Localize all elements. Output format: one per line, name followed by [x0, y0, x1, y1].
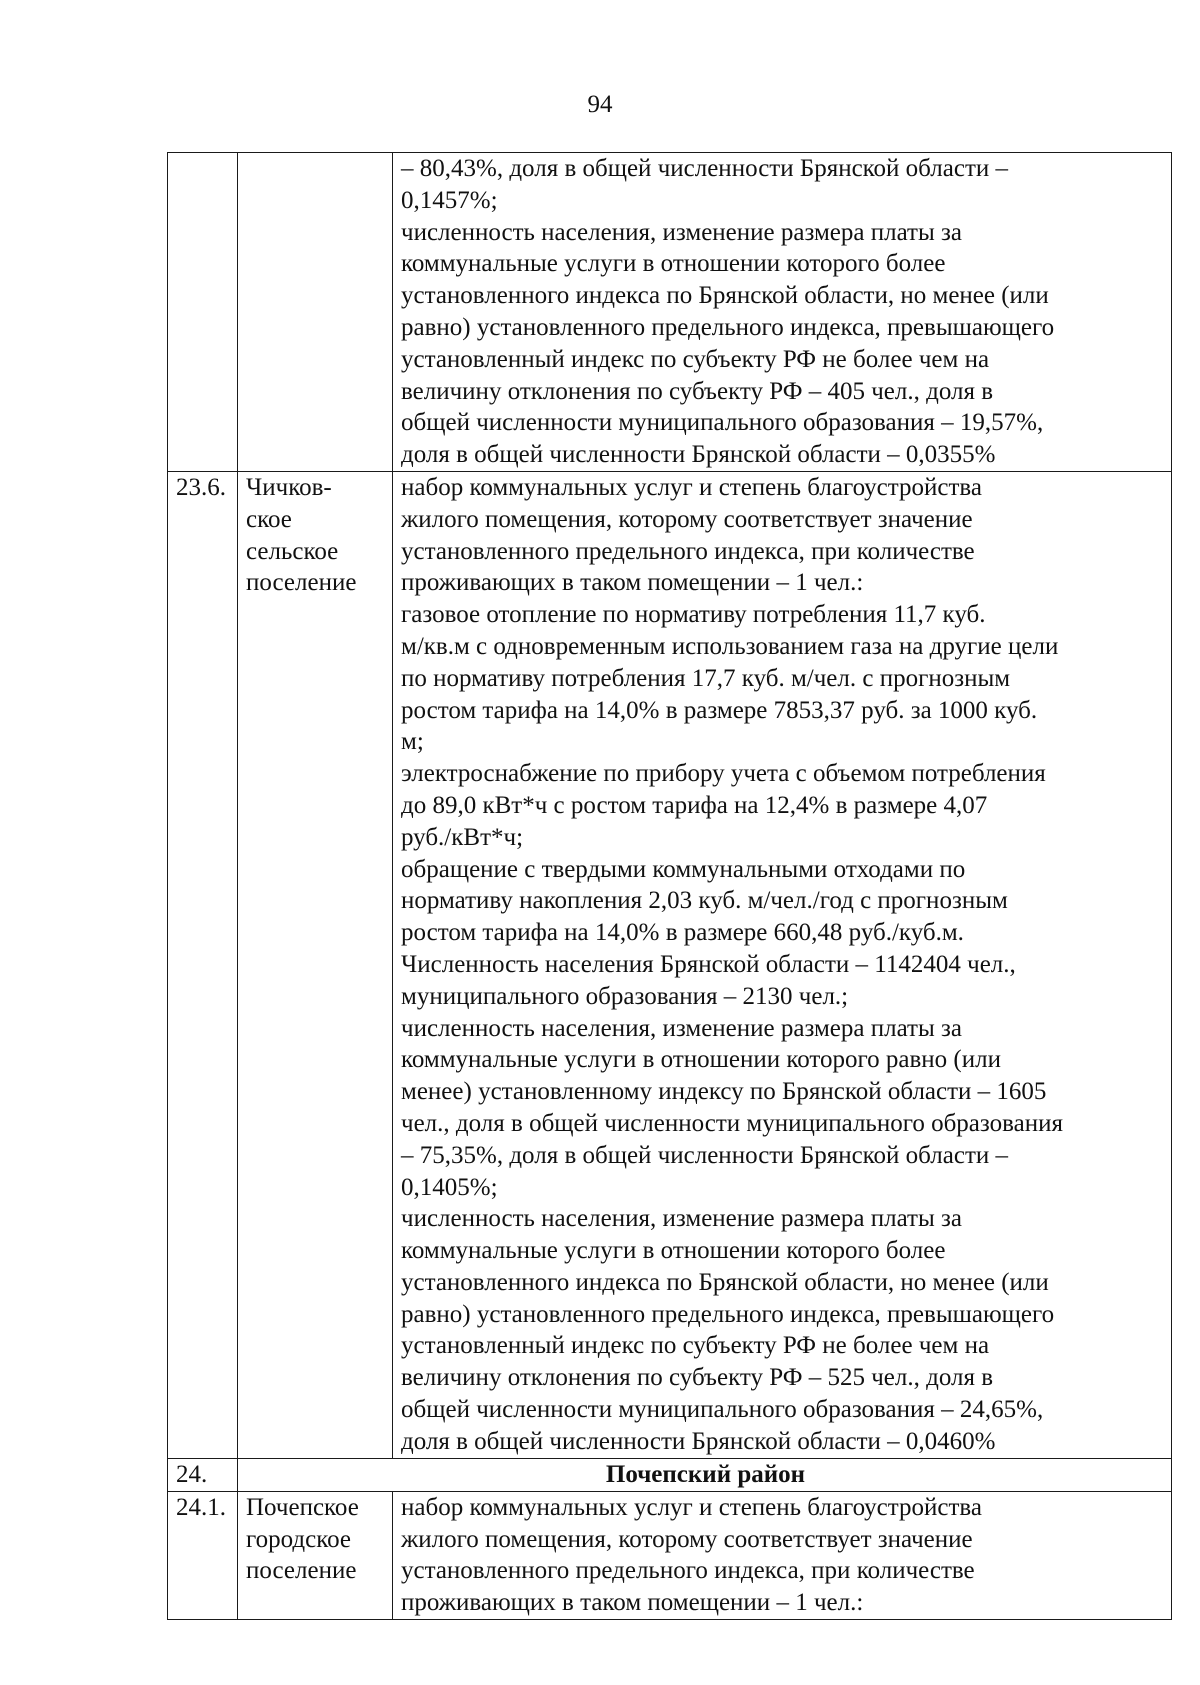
settlement-name-cell: Чичков- ское сельское поселение: [238, 471, 393, 1458]
row-number-cell: 24.: [168, 1458, 238, 1491]
tariff-table: [167, 152, 1172, 1620]
description-cell: набор коммунальных услуг и степень благоустройства жилого помещения, которому соответствует значение установленного предельного индекса, при количестве проживающих в таком помещении – 1 чел.: газовое отопление по нормативу потребления 11,7 куб. м/кв.м с одновременным использованием газа на другие цели по нормативу потребления 17,7 куб. м/чел. с прогнозным ростом тарифа на 14,0% в размере 7853,37 руб. за 1000 куб. м; электроснабжение по прибору учета с объемом потребления до 89,0 кВт*ч с ростом тарифа на 12,4% в размере 4,07 руб./кВт*ч; обращение с твердыми коммунальными отходами по нормативу накопления 2,03 куб. м/чел./год с прогнозным ростом тарифа на 14,0% в размере 660,48 руб./куб.м. Численность населения Брянской области – 1142404 чел., муниципального образования – 2130 чел.; численность населения, изменение размера платы за коммунальные услуги в отношении которого равно (или менее) установленному индексу по Брянской области – 1605 чел., доля в общей численности муниципального образования – 75,35%, доля в общей численности Брянской области – 0,1405%; численность населения, изменение размера платы за коммунальные услуги в отношении которого более установленного индекса по Брянской области, но менее (или равно) установленного предельного индекса, превышающего установленный индекс по субъекту РФ не более чем на величину отклонения по субъекту РФ – 525 чел., доля в общей численности муниципального образования – 24,65%, доля в общей численности Брянской области – 0,0460%: [393, 471, 1172, 1458]
district-title: Почепский район: [238, 1458, 1172, 1491]
settlement-name-cell: [238, 153, 393, 472]
row-number-cell: 23.6.: [168, 471, 238, 1458]
table-row-district: [168, 1458, 1172, 1491]
row-number-cell: [168, 153, 238, 472]
description-cell: – 80,43%, доля в общей численности Брянской области – 0,1457%; численность населения, изменение размера платы за коммунальные услуги в отношении которого более установленного индекса по Брянской области, но менее (или равно) установленного предельного индекса, превышающего установленный индекс по субъекту РФ не более чем на величину отклонения по субъекту РФ – 405 чел., доля в общей численности муниципального образования – 19,57%, доля в общей численности Брянской области – 0,0355%: [393, 153, 1172, 472]
description-cell: набор коммунальных услуг и степень благоустройства жилого помещения, которому соответствует значение установленного предельного индекса, при количестве проживающих в таком помещении – 1 чел.:: [393, 1491, 1172, 1619]
page-number: 94: [587, 91, 613, 118]
table-row-continuation: [168, 153, 1172, 472]
table-row-chichkovskoe: [168, 471, 1172, 1458]
row-number-cell: 24.1.: [168, 1491, 238, 1619]
settlement-name-cell: Почепское городское поселение: [238, 1491, 393, 1619]
table-row-pochepskoe: [168, 1491, 1172, 1619]
